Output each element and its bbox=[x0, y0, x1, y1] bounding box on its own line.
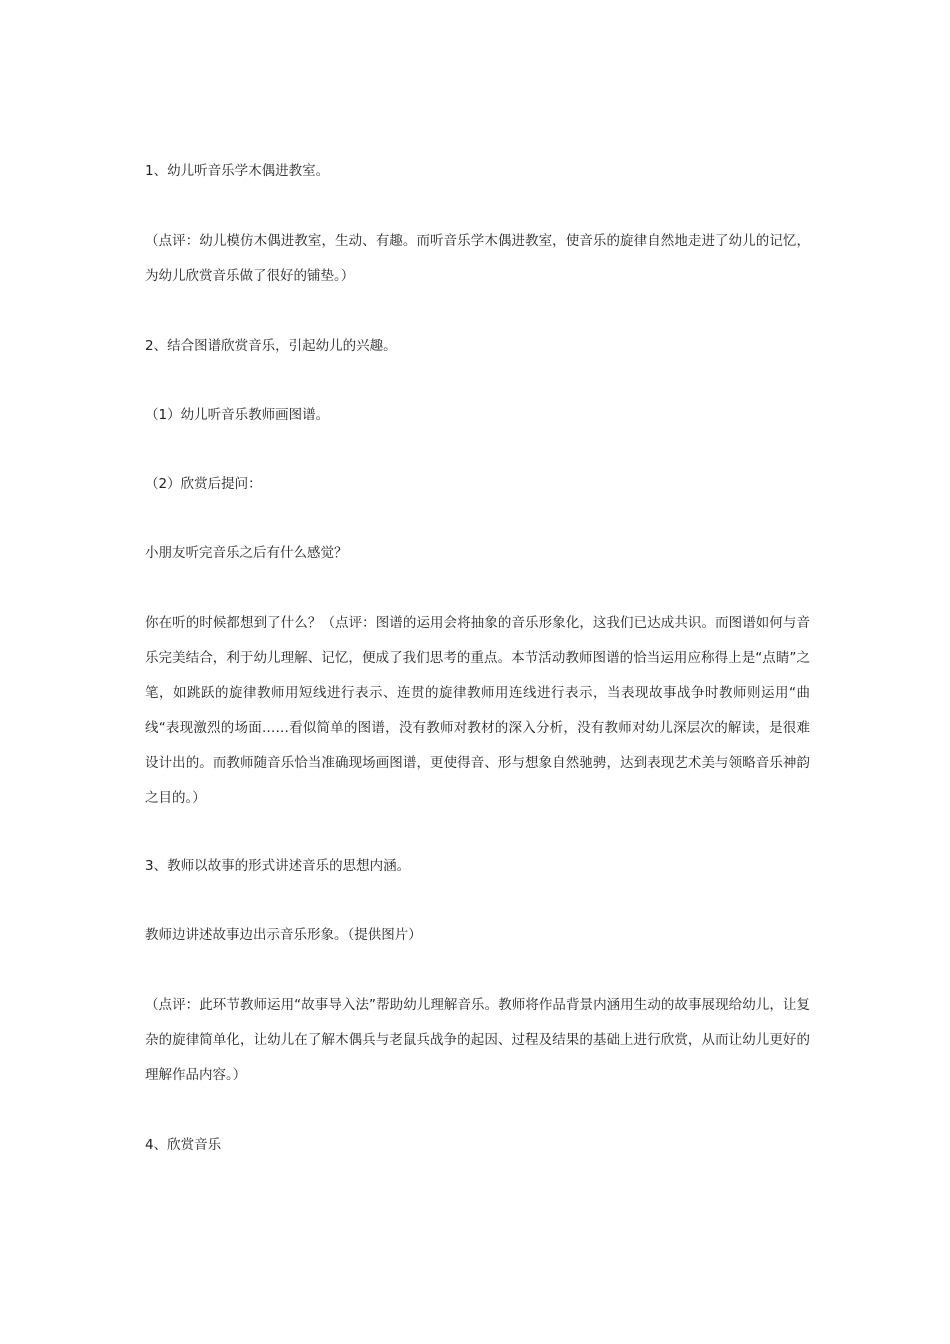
paragraph-step-3: 3、教师以故事的形式讲述音乐的思想内涵。 bbox=[145, 858, 411, 874]
paragraph-step-4: 4、欣赏音乐 bbox=[145, 1137, 222, 1153]
paragraph-question-2-comment: 你在听的时候都想到了什么？（点评：图谱的运用会将抽象的音乐形象化，这我们已达成共识。而图谱如何与音乐完美结合，利于幼儿理解、记忆，便成了我们思考的重点。本节活动教师图谱的恰当运用应称得上是“点睛”之笔，如跳跃的旋律教师用短线进行表示、连贯的旋律教师用连线进行表示，当表现故事战争时教师则运用“曲线“表现激烈的场面……看似简单的图谱，没有教师对教材的深入分析，没有教师对幼儿深层次的解读，是很难设计出的。而教师随音乐恰当准确现场画图谱，更使得音、形与想象自然驰骋，达到表现艺术美与领略音乐神韵之目的。） bbox=[145, 615, 810, 806]
paragraph-question-1: 小朋友听完音乐之后有什么感觉？ bbox=[145, 545, 348, 561]
paragraph-comment-3: （点评：此环节教师运用“故事导入法”帮助幼儿理解音乐。教师将作品背景内涵用生动的故事展现给幼儿，让复杂的旋律简单化，让幼儿在了解木偶兵与老鼠兵战争的起因、过程及结果的基础上进行欣赏，从而让幼儿更好的理解作品内容。） bbox=[145, 997, 810, 1083]
paragraph-substep-2: （2）欣赏后提问： bbox=[145, 476, 262, 492]
paragraph-substep-1: （1）幼儿听音乐教师画图谱。 bbox=[145, 407, 330, 423]
paragraph-step-1: 1、幼儿听音乐学木偶进教室。 bbox=[145, 163, 330, 179]
paragraph-story: 教师边讲述故事边出示音乐形象。（提供图片） bbox=[145, 927, 422, 943]
paragraph-comment-1: （点评：幼儿模仿木偶进教室，生动、有趣。而听音乐学木偶进教室，使音乐的旋律自然地走进了幼儿的记忆，为幼儿欣赏音乐做了很好的铺垫。） bbox=[145, 233, 810, 284]
paragraph-step-2: 2、结合图谱欣赏音乐，引起幼儿的兴趣。 bbox=[145, 338, 397, 354]
